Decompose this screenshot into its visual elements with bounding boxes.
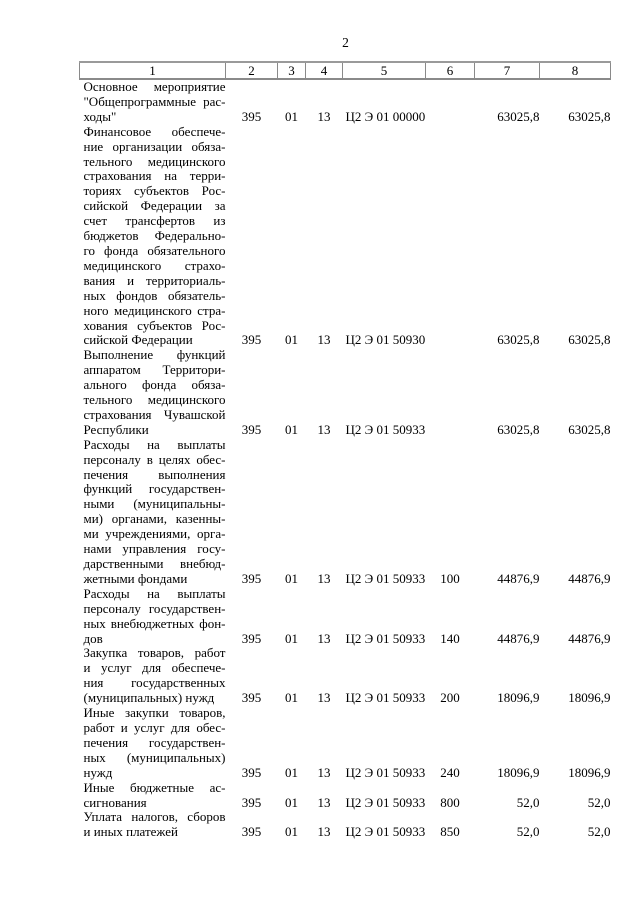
- name-line: сигнования: [83, 794, 147, 810]
- cell-col7: 52,0: [516, 794, 540, 810]
- table-header-row: [80, 62, 611, 79]
- row-name-cell: [80, 125, 226, 349]
- name-line: ториях субъектов Рос-: [83, 183, 226, 199]
- name-line: Республики: [83, 421, 149, 437]
- table-row: [80, 79, 611, 125]
- cell-col7: 63025,8: [497, 421, 540, 437]
- name-line: (муниципальных) нужд: [83, 690, 215, 706]
- name-line: Расходы на выплаты: [83, 436, 226, 452]
- name-line: Иные бюджетные ас-: [83, 779, 226, 795]
- cell-col3: 01: [285, 108, 298, 124]
- name-line: ного медицинского стра-: [83, 302, 226, 318]
- column-header-7: 7: [475, 62, 540, 79]
- name-line: печения государствен-: [83, 734, 226, 750]
- column-header-4: 4: [306, 62, 343, 79]
- cell-col7: 44876,9: [497, 630, 540, 646]
- name-line: сийской Федерации за: [83, 198, 226, 214]
- cell-col5: Ц2 Э 01 50933: [345, 764, 426, 780]
- name-line: нами управления госу-: [83, 541, 226, 557]
- cell-col5: Ц2 Э 01 50933: [345, 570, 426, 586]
- table-row: [80, 781, 611, 811]
- budget-table: [79, 61, 611, 840]
- name-line: аппаратом Территори-: [83, 362, 226, 378]
- cell-col7: 52,0: [516, 824, 540, 840]
- name-line: работ и услуг для обес-: [83, 719, 226, 735]
- cell-col3: 01: [285, 332, 298, 348]
- cell-col8: 63025,8: [568, 332, 611, 348]
- cell-col4: 13: [317, 630, 331, 646]
- cell-col5: Ц2 Э 01 50933: [345, 421, 426, 437]
- cell-col8: 63025,8: [568, 421, 611, 437]
- table-row: [80, 706, 611, 781]
- cell-col3: 01: [285, 570, 298, 586]
- cell-col5: Ц2 Э 01 50933: [345, 794, 426, 810]
- cell-col5: Ц2 Э 01 50933: [345, 690, 426, 706]
- cell-col3: 01: [285, 690, 298, 706]
- name-line: ных внебюджетных фон-: [83, 615, 226, 631]
- cell-col6: 140: [440, 630, 460, 646]
- name-line: вания и территориаль-: [83, 272, 226, 288]
- name-line: нужд: [83, 764, 113, 780]
- cell-col6: [426, 125, 475, 349]
- cell-col7: 18096,9: [497, 690, 540, 706]
- name-line: персоналу государствен-: [83, 600, 226, 616]
- cell-col2: 395: [241, 108, 262, 124]
- name-line: дов: [83, 630, 103, 646]
- name-line: медицинского страхо-: [83, 257, 226, 273]
- cell-col3: 01: [285, 794, 298, 810]
- name-line: страхования на терри-: [83, 168, 226, 184]
- table-row: [80, 348, 611, 437]
- column-header-5: 5: [343, 62, 426, 79]
- page-number: 2: [342, 35, 349, 50]
- cell-col4: 13: [317, 108, 331, 124]
- cell-col5: Ц2 Э 01 00000: [345, 108, 426, 124]
- cell-col8: 63025,8: [568, 108, 611, 124]
- name-line: Иные закупки товаров,: [83, 705, 226, 721]
- row-name-cell: [80, 438, 226, 587]
- row-name-cell: [80, 706, 226, 781]
- name-line: ние организации обяза-: [83, 138, 226, 154]
- name-line: ных (муниципальных): [83, 749, 226, 765]
- name-line: страхования Чувашской: [83, 406, 226, 422]
- cell-col4: 13: [317, 824, 331, 840]
- name-line: дарственными внебюд-: [83, 556, 226, 571]
- row-name-cell: [80, 646, 226, 706]
- name-line: ального фонда обяза-: [83, 377, 226, 393]
- cell-col4: 13: [317, 794, 331, 810]
- name-line: и услуг для обеспече-: [83, 660, 226, 676]
- cell-col6: 200: [440, 690, 460, 706]
- cell-col8: 18096,9: [568, 764, 611, 780]
- table-row: [80, 810, 611, 840]
- cell-col2: 395: [241, 690, 262, 706]
- cell-col2: 395: [241, 794, 262, 810]
- cell-col5: Ц2 Э 01 50930: [345, 332, 426, 348]
- name-line: Расходы на выплаты: [83, 585, 226, 601]
- table-row: [80, 646, 611, 706]
- name-line: персоналу в целях обес-: [83, 451, 226, 467]
- cell-col2: 395: [241, 332, 262, 348]
- name-line: Основное мероприятие: [83, 79, 226, 94]
- cell-col4: 13: [317, 690, 331, 706]
- cell-col6: [426, 79, 475, 125]
- name-line: ния государственных: [83, 675, 226, 691]
- cell-col2: 395: [241, 421, 262, 437]
- column-header-2: 2: [226, 62, 278, 79]
- name-line: Выполнение функций: [83, 347, 226, 363]
- cell-col5: Ц2 Э 01 50933: [345, 630, 426, 646]
- cell-col2: 395: [241, 630, 262, 646]
- cell-col4: 13: [317, 421, 331, 437]
- row-name-cell: [80, 79, 226, 125]
- table-row: [80, 587, 611, 647]
- name-line: Уплата налогов, сборов: [83, 809, 226, 825]
- name-line: сийской Федерации: [83, 332, 193, 348]
- cell-col6: 800: [440, 794, 460, 810]
- name-line: жетными фондами: [83, 570, 188, 586]
- cell-col8: 44876,9: [568, 570, 611, 586]
- name-line: тельного медицинского: [83, 153, 226, 169]
- column-header-1: 1: [80, 62, 226, 79]
- cell-col7: 18096,9: [497, 764, 540, 780]
- table-body: [80, 79, 611, 840]
- name-line: печения выполнения: [83, 466, 226, 482]
- column-header-6: 6: [426, 62, 475, 79]
- name-line: и иных платежей: [83, 824, 178, 840]
- cell-col3: 01: [285, 764, 298, 780]
- cell-col4: 13: [317, 332, 331, 348]
- cell-col8: 18096,9: [568, 690, 611, 706]
- cell-col2: 395: [241, 570, 262, 586]
- row-name-cell: [80, 587, 226, 647]
- cell-col6: 850: [440, 824, 460, 840]
- name-line: бюджетов Федерально-: [83, 228, 226, 244]
- cell-col8: 44876,9: [568, 630, 611, 646]
- cell-col2: 395: [241, 764, 262, 780]
- cell-col5: Ц2 Э 01 50933: [345, 824, 426, 840]
- name-line: ми) органами, казенны-: [83, 511, 226, 527]
- cell-col3: 01: [285, 824, 298, 840]
- name-line: го фонда обязательного: [83, 242, 226, 258]
- cell-col7: 63025,8: [497, 332, 540, 348]
- cell-col4: 13: [317, 570, 331, 586]
- row-name-cell: [80, 781, 226, 811]
- cell-col2: 395: [241, 824, 262, 840]
- cell-col7: 63025,8: [497, 108, 540, 124]
- cell-col4: 13: [317, 764, 331, 780]
- name-line: ных фондов обязатель-: [83, 287, 226, 303]
- cell-col8: 52,0: [587, 794, 611, 810]
- column-header-8: 8: [540, 62, 611, 79]
- column-header-3: 3: [278, 62, 306, 79]
- name-line: Закупка товаров, работ: [83, 645, 226, 661]
- name-line: функций государствен-: [83, 481, 226, 497]
- name-line: ными (муниципальны-: [83, 496, 226, 512]
- cell-col7: 44876,9: [497, 570, 540, 586]
- cell-col6: [426, 348, 475, 437]
- name-line: Финансовое обеспече-: [83, 123, 226, 139]
- name-line: тельного медицинского: [83, 392, 226, 408]
- table-row: [80, 438, 611, 587]
- row-name-cell: [80, 348, 226, 437]
- cell-col3: 01: [285, 630, 298, 646]
- row-name-cell: [80, 810, 226, 840]
- table-row: [80, 125, 611, 349]
- name-line: ходы": [83, 108, 117, 124]
- name-line: хования субъектов Рос-: [83, 317, 226, 333]
- cell-col8: 52,0: [587, 824, 611, 840]
- cell-col3: 01: [285, 421, 298, 437]
- name-line: ми учреждениями, орга-: [83, 526, 226, 542]
- cell-col6: 100: [440, 570, 460, 586]
- cell-col6: 240: [440, 764, 460, 780]
- name-line: счет трансфертов из: [83, 213, 226, 229]
- name-line: "Общепрограммные рас-: [83, 93, 226, 109]
